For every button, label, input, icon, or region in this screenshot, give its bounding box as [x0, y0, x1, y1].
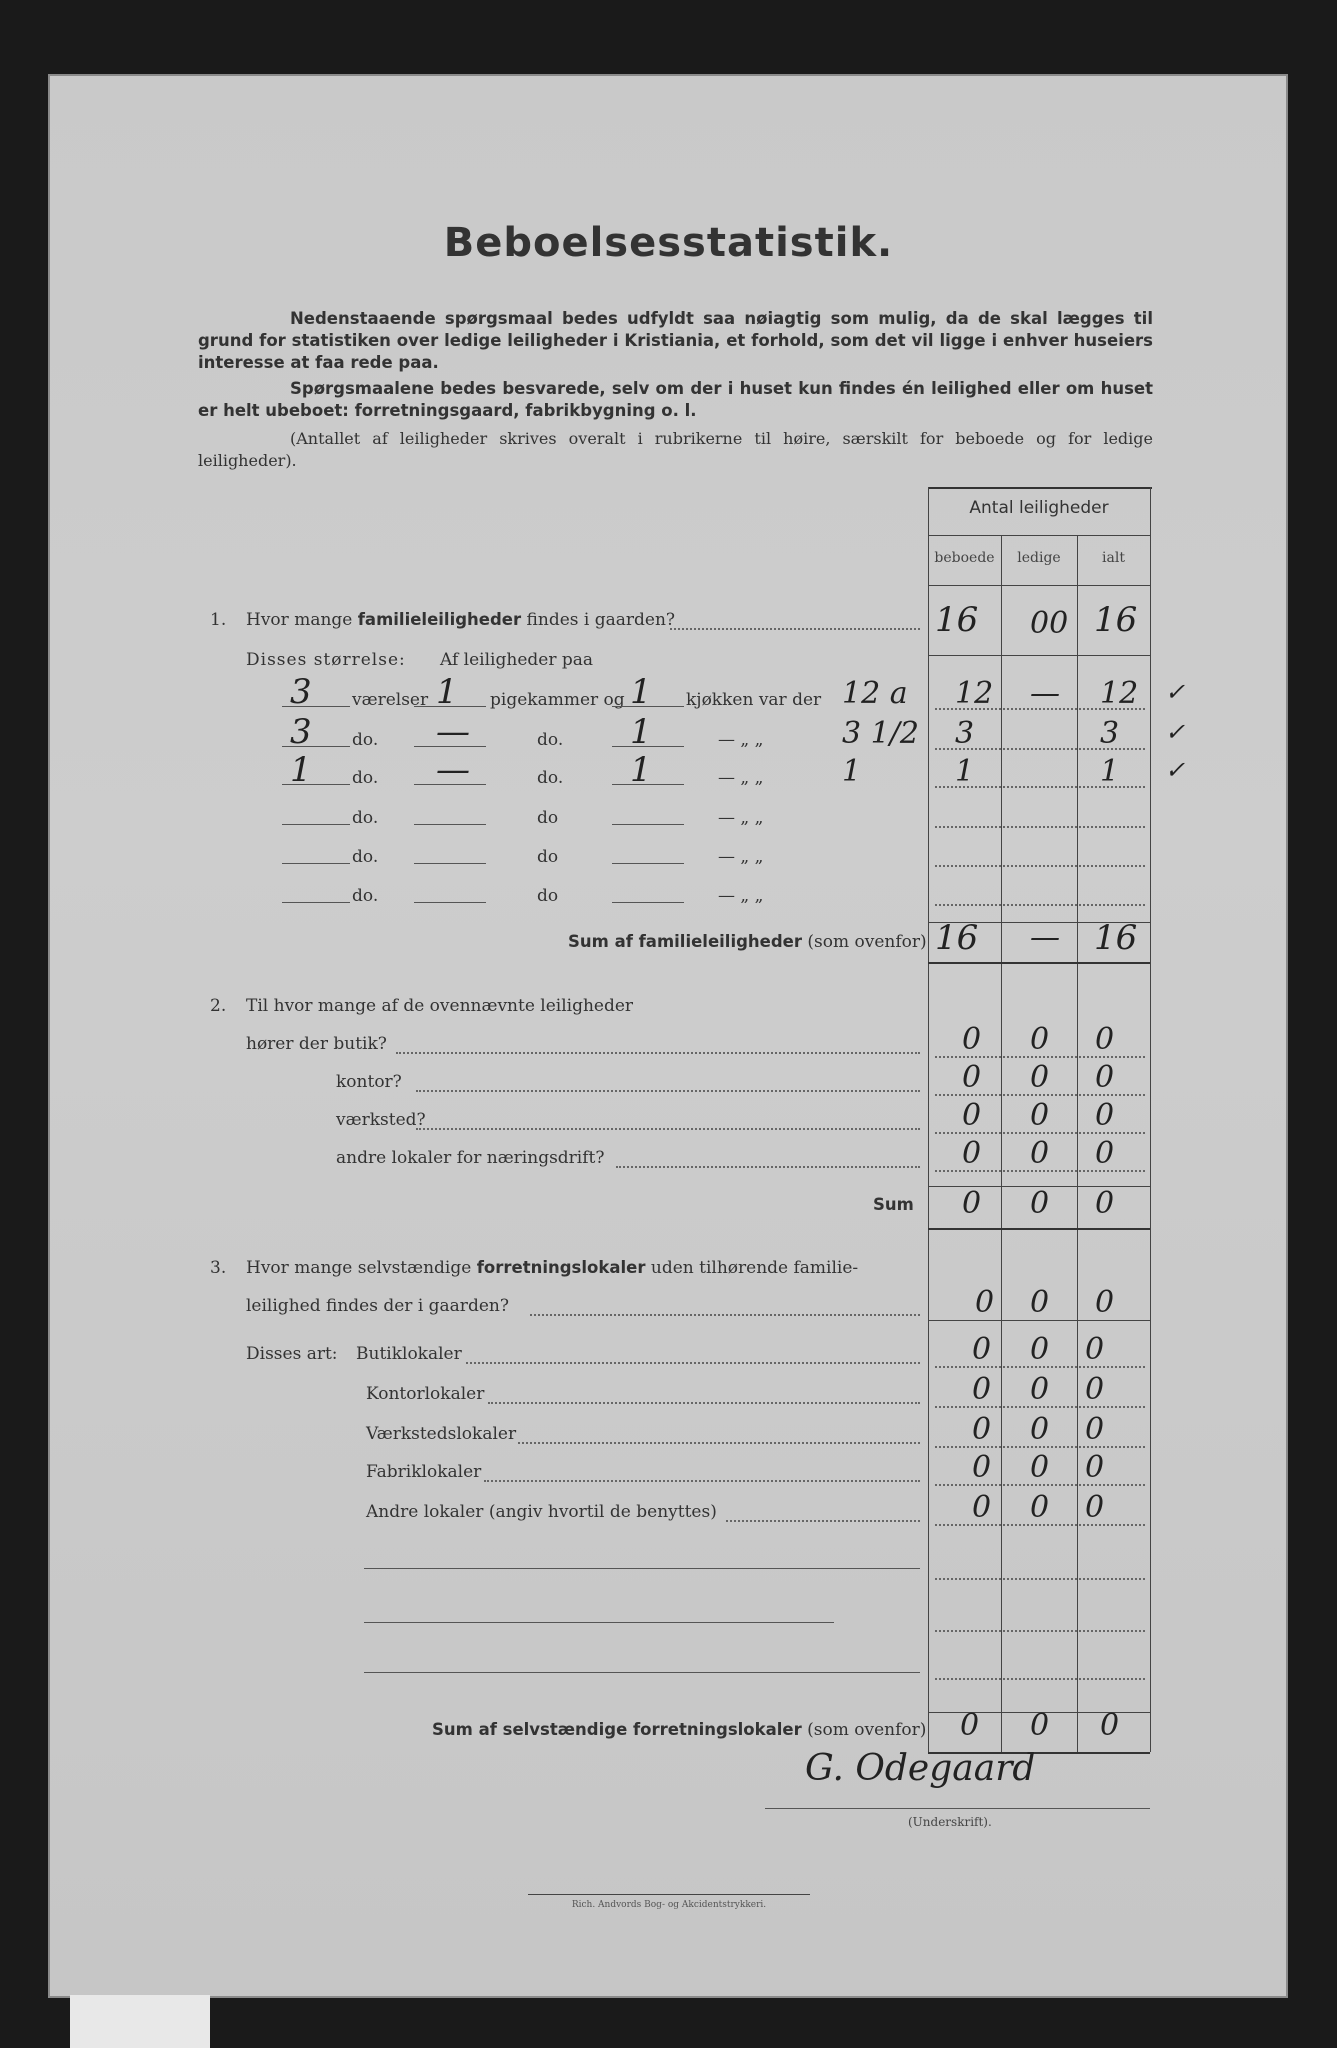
q2-item-ledige: 0: [1030, 1060, 1050, 1095]
q3-item-ialt: 0: [1085, 1490, 1105, 1525]
q3-item-ialt: 0: [1085, 1412, 1105, 1447]
col-header-ledige: ledige: [1017, 550, 1061, 566]
q2-item-beboede: 0: [962, 1136, 982, 1171]
q1-row-ledige: —: [1030, 676, 1060, 711]
q3-item-ialt: 0: [1085, 1450, 1105, 1485]
q2-item-ialt: 0: [1095, 1060, 1115, 1095]
printer-rule: [528, 1894, 810, 1895]
q1-sum-bottom-rule: [928, 962, 1150, 964]
q1-row-maid-word: pigekammer og: [490, 690, 625, 710]
blank-dots-1: [935, 1578, 1145, 1580]
q2-item-ledige: 0: [1030, 1022, 1050, 1057]
q3-answer-rule: [928, 1320, 1150, 1321]
q1-ledige-value: 00: [1030, 606, 1069, 641]
q1-row-checkmark: ✓: [1165, 678, 1186, 706]
q3-item-ledige: 0: [1030, 1490, 1050, 1525]
q1-question: Hvor mange familieleiligheder findes i gaarden?: [246, 610, 676, 630]
q1-row-dots: [935, 904, 1145, 906]
q2-item-label: kontor?: [336, 1072, 402, 1092]
table-head-rule: [928, 535, 1150, 536]
q3-item-beboede: 0: [972, 1490, 992, 1525]
q3-item-ialt: 0: [1085, 1372, 1105, 1407]
q3-item-beboede: 0: [972, 1332, 992, 1367]
q1-row-rooms-word: do.: [352, 730, 379, 750]
q1-leader-dots: [670, 628, 920, 630]
blank-line-2: [364, 1622, 834, 1623]
q1-row-maid-word: do.: [537, 730, 564, 750]
q1-row-rooms-line: [282, 824, 350, 825]
q2-item-ialt: 0: [1095, 1136, 1115, 1171]
table-head-bottom-rule: [928, 585, 1150, 586]
signature-line: [765, 1808, 1150, 1809]
q3-item-ledige: 0: [1030, 1412, 1050, 1447]
q1-row-dots: [935, 826, 1145, 828]
q1-row-rooms-word: do.: [352, 768, 379, 788]
q1-row-extra-note: 3 1/2: [842, 716, 919, 751]
q1-row-beboede: 3: [955, 716, 975, 751]
q1-row-maid-line: [414, 863, 486, 864]
q3-item-leader: [488, 1402, 920, 1404]
q1-row-maid-word: do: [537, 847, 559, 867]
q3-question-cont: leilighed findes der i gaarden?: [246, 1296, 509, 1316]
q1-row-maid-line: [414, 824, 486, 825]
q2-sum-label: Sum: [873, 1195, 914, 1214]
q1-row-rooms-value: 3: [290, 672, 312, 712]
q1-row-ialt: 3: [1100, 716, 1120, 751]
q1-row-rooms-word: do.: [352, 847, 379, 867]
q2-item-leader: [616, 1166, 920, 1168]
table-rule-3: [1077, 535, 1078, 1752]
q1-row-kitchen-word: — „ „: [718, 886, 764, 906]
q1-row-kitchen-value: 1: [630, 712, 652, 752]
q3-item-leader: [484, 1480, 920, 1482]
q1-row-kitchen-word: — „ „: [718, 730, 764, 750]
q1-row-kitchen-value: 1: [630, 750, 652, 790]
q2-item-leader: [416, 1090, 920, 1092]
q3-sum-label: Sum af selvstændige forretningslokaler (som ovenfor): [432, 1720, 927, 1740]
q1-row-kitchen-line: [612, 902, 684, 903]
q3-item-label: Fabriklokaler: [366, 1462, 482, 1482]
q1-row-maid-word: do: [537, 886, 559, 906]
q1-row-dots: [935, 865, 1145, 867]
q1-row-rooms-word: værelser: [352, 690, 429, 710]
q1-sum-beboede: 16: [935, 918, 979, 958]
q3-leader-dots: [530, 1314, 920, 1316]
q3-ialt-value: 0: [1095, 1285, 1115, 1320]
q3-item-ledige: 0: [1030, 1450, 1050, 1485]
q1-row-maid-word: do: [537, 808, 559, 828]
q3-item-label: Andre lokaler (angiv hvortil de benyttes): [366, 1502, 717, 1522]
blank-line-1: [364, 1568, 920, 1569]
q2-sum-ledige: 0: [1030, 1186, 1050, 1221]
table-top-rule: [928, 487, 1152, 489]
q1-row-beboede: 12: [955, 676, 994, 711]
table-rule-2: [1001, 535, 1002, 1752]
q1-row-rooms-value: 1: [290, 750, 312, 790]
q2-number: 2.: [210, 996, 227, 1016]
signature-label: (Underskrift).: [908, 1815, 992, 1829]
q1-beboede-value: 16: [935, 600, 979, 640]
q1-row-maid-word: do.: [537, 768, 564, 788]
q1-row-maid-value: —: [436, 750, 470, 790]
q3-item-leader: [518, 1442, 920, 1444]
q2-sum-beboede: 0: [962, 1186, 982, 1221]
q1-row-kitchen-value: 1: [630, 672, 652, 712]
q2-question: Til hvor mange af de ovennævnte leiligheder: [246, 996, 634, 1016]
col-header-ialt: ialt: [1102, 550, 1125, 566]
q3-item-label: Værkstedslokaler: [366, 1424, 517, 1444]
q3-item-ialt: 0: [1085, 1332, 1105, 1367]
q1-row-kitchen-line: [612, 863, 684, 864]
intro-paragraph-1: Nedenstaaende spørgsmaal bedes udfyldt saa nøiagtig som mulig, da de skal lægges til grund for statistiken over ledige leiligheder i Kristiania, et forhold, som det vil ligge i enhver huseiers interesse at faa rede paa.: [198, 309, 1153, 372]
q1-row-kitchen-word: — „ „: [718, 768, 764, 788]
q2-item-leader: [396, 1052, 920, 1054]
q3-item-beboede: 0: [972, 1372, 992, 1407]
q2-item-beboede: 0: [962, 1060, 982, 1095]
q3-sum-beboede: 0: [960, 1708, 980, 1743]
table-left-rule: [928, 487, 929, 1752]
q3-item-leader: [466, 1362, 920, 1364]
q2-item-leader: [416, 1128, 920, 1130]
printer-imprint: Rich. Andvords Bog- og Akcidentstrykkeri.: [571, 1900, 767, 1910]
table-group-header: Antal leiligheder: [969, 498, 1109, 518]
page-title: Beboelsesstatistik.: [443, 220, 894, 266]
q1-row-maid-value: —: [436, 712, 470, 752]
q1-answer-rule: [928, 655, 1150, 656]
q1-size-sublabel: Af leiligheder paa: [440, 650, 593, 670]
q1-row-rooms-word: do.: [352, 886, 379, 906]
table-right-rule: [1150, 487, 1151, 1752]
q1-row-rooms-word: do.: [352, 808, 379, 828]
q2-item-label: andre lokaler for næringsdrift?: [336, 1148, 605, 1168]
q3-sum-ialt: 0: [1100, 1708, 1120, 1743]
q1-row-kitchen-word: kjøkken var der: [686, 690, 822, 710]
blank-dots-3: [935, 1678, 1145, 1680]
q3-art-label: Disses art:: [246, 1344, 338, 1364]
q3-number: 3.: [210, 1258, 227, 1278]
q2-sum-ialt: 0: [1095, 1186, 1115, 1221]
q2-item-label: værksted?: [336, 1110, 426, 1130]
q3-sum-ledige: 0: [1030, 1708, 1050, 1743]
q1-row-maid-value: 1: [436, 672, 458, 712]
q3-item-beboede: 0: [972, 1412, 992, 1447]
q3-question: Hvor mange selvstændige forretningslokaler uden tilhørende familie-: [246, 1258, 859, 1278]
q3-item-beboede: 0: [972, 1450, 992, 1485]
q1-row-beboede: 1: [955, 754, 975, 789]
q1-row-maid-line: [414, 902, 486, 903]
q1-row-kitchen-word: — „ „: [718, 847, 764, 867]
q3-item-ledige: 0: [1030, 1372, 1050, 1407]
q2-item-ledige: 0: [1030, 1098, 1050, 1133]
q2-item-beboede: 0: [962, 1022, 982, 1057]
q1-size-label: Disses størrelse:: [246, 650, 406, 670]
q3-item-ledige: 0: [1030, 1332, 1050, 1367]
intro-paragraph-2: Spørgsmaalene bedes besvarede, selv om der i huset kun findes én leilighed eller om huset er helt ubeboet: forretningsgaard, fabrikbygning o. l.: [198, 379, 1153, 420]
blank-dots-2: [935, 1630, 1145, 1632]
q1-row-extra-note: 12 a: [842, 676, 908, 711]
q1-sum-label: Sum af familieleiligheder (som ovenfor): [568, 932, 927, 952]
q3-ledige-value: 0: [1030, 1285, 1050, 1320]
blank-line-3: [364, 1672, 920, 1673]
q1-row-checkmark: ✓: [1165, 756, 1186, 784]
q3-item-leader: [726, 1520, 920, 1522]
film-edge-highlight: [70, 1995, 210, 2048]
q2-item-label: hører der butik?: [246, 1034, 387, 1054]
col-header-beboede: beboede: [934, 550, 995, 566]
q3-beboede-value: 0: [975, 1285, 995, 1320]
q1-sum-ledige: —: [1030, 920, 1060, 955]
q1-row-kitchen-word: — „ „: [718, 808, 764, 828]
q3-item-label: Butiklokaler: [356, 1344, 462, 1364]
q3-item-label: Kontorlokaler: [366, 1384, 485, 1404]
q2-item-ialt: 0: [1095, 1098, 1115, 1133]
q1-row-rooms-line: [282, 863, 350, 864]
q2-item-ledige: 0: [1030, 1136, 1050, 1171]
q2-item-beboede: 0: [962, 1098, 982, 1133]
q1-ialt-value: 16: [1094, 600, 1138, 640]
q1-row-ialt: 12: [1100, 676, 1139, 711]
q1-number: 1.: [210, 610, 227, 630]
q1-row-checkmark: ✓: [1165, 718, 1186, 746]
signature-handwriting: G. Odegaard: [805, 1748, 1036, 1789]
q1-row-rooms-line: [282, 902, 350, 903]
q1-row-extra-note: 1: [842, 754, 862, 789]
q2-sum-bottom-rule: [928, 1228, 1150, 1230]
q1-sum-ialt: 16: [1094, 918, 1138, 958]
intro-paragraph-3: (Antallet af leiligheder skrives overalt i rubrikerne til høire, særskilt for beboede og for ledige leiligheder).: [198, 429, 1153, 470]
q1-row-rooms-value: 3: [290, 712, 312, 752]
q1-row-kitchen-line: [612, 824, 684, 825]
q2-item-ialt: 0: [1095, 1022, 1115, 1057]
q1-row-ialt: 1: [1100, 754, 1120, 789]
